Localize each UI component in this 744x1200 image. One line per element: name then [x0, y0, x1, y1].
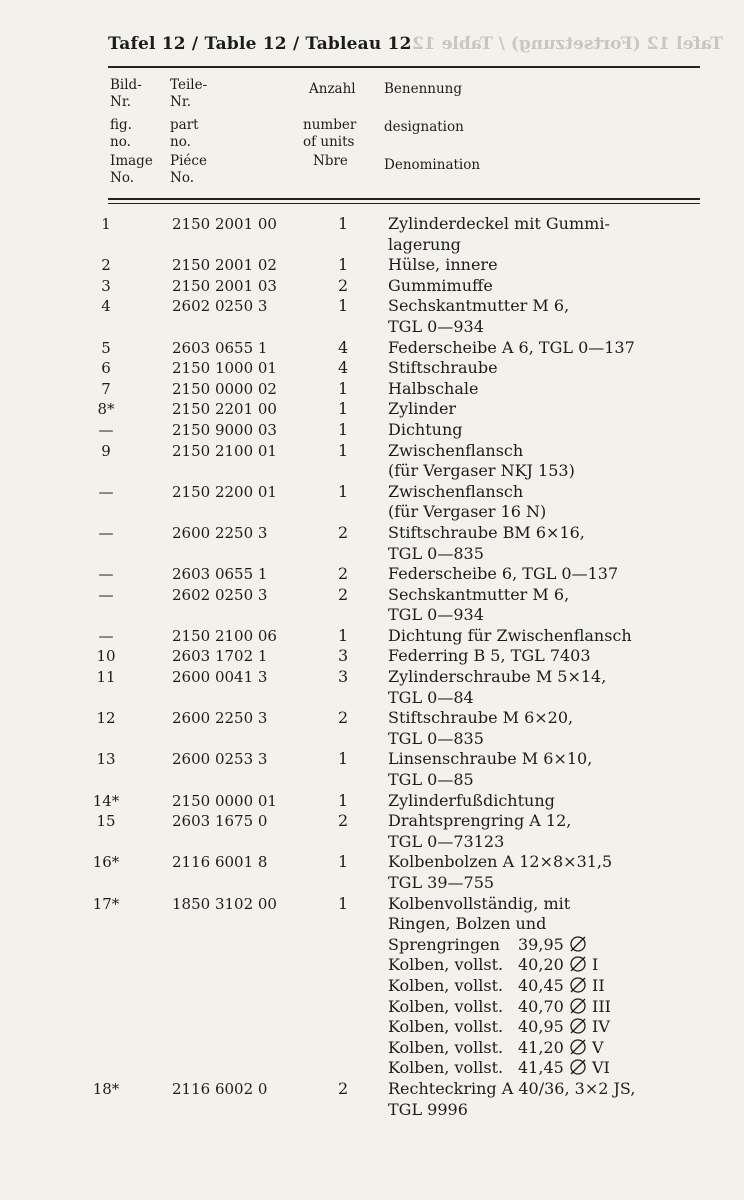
- designation: [388, 791, 744, 812]
- quantity: 1: [338, 852, 349, 872]
- designation: [388, 482, 744, 523]
- piston-size-name: Kolben, vollst.: [388, 975, 504, 995]
- table-row: [0, 379, 744, 400]
- table-row: [0, 255, 744, 276]
- table-row: [0, 523, 744, 564]
- part-number: 2116 6001 8: [172, 853, 268, 872]
- designation-line: Zwischenflansch: [388, 440, 524, 460]
- image-number: 9: [101, 441, 111, 460]
- part-number: 2602 0250 3: [172, 585, 268, 604]
- part-number: 2150 0000 02: [172, 379, 277, 398]
- image-number: 17*: [92, 894, 120, 913]
- designation-line: TGL 0—85: [388, 770, 474, 790]
- image-number: 8*: [97, 400, 115, 419]
- top-rule: [108, 66, 700, 68]
- piston-size-item: [388, 935, 744, 956]
- part-number: 2150 2100 06: [172, 626, 277, 645]
- table-row: [0, 420, 744, 441]
- quantity: 1: [338, 893, 349, 913]
- piston-diameter: 41,45 VI: [518, 1058, 610, 1078]
- designation-line: TGL 0—835: [388, 728, 484, 748]
- designation: [388, 214, 744, 255]
- designation: [388, 852, 744, 893]
- designation-line: TGL 0—73123: [388, 831, 505, 851]
- quantity: 1: [338, 481, 349, 501]
- part-number: 2150 2100 01: [172, 441, 277, 460]
- diameter-icon: [569, 997, 587, 1015]
- quantity: 2: [338, 522, 349, 542]
- designation: [388, 358, 744, 379]
- piston-size-item: [388, 1058, 744, 1079]
- table-row: [0, 296, 744, 337]
- image-number: 11: [96, 668, 116, 687]
- designation: [388, 441, 744, 482]
- piston-size-item: [388, 976, 744, 997]
- piston-size-name: Sprengringen: [388, 934, 500, 954]
- designation-line: Rechteckring A 40/36, 3×2 JS,: [388, 1078, 636, 1098]
- table-row: [0, 338, 744, 359]
- designation: [388, 708, 744, 749]
- diameter-icon: [569, 955, 587, 973]
- piston-size-name: Kolben, vollst.: [388, 1037, 504, 1057]
- designation-line: Federring B 5, TGL 7403: [388, 646, 591, 666]
- designation-line: Kolbenbolzen A 12×8×31,5: [388, 852, 613, 872]
- part-number: 2150 0000 01: [172, 791, 277, 810]
- diameter-icon: [569, 976, 587, 994]
- designation-line: (für Vergaser 16 N): [388, 502, 547, 522]
- designation: [388, 1079, 744, 1120]
- designation: [388, 585, 744, 626]
- col-desc-fr: Denomination: [384, 157, 481, 173]
- designation-line: Zwischenflansch: [388, 481, 524, 501]
- image-number: 14*: [92, 791, 120, 810]
- part-number: 2150 2001 00: [172, 215, 277, 233]
- designation-line: Dichtung für Zwischenflansch: [388, 625, 632, 645]
- diameter-icon: [569, 1017, 587, 1035]
- designation-line: Stiftschraube BM 6×16,: [388, 522, 585, 542]
- table-row: [0, 441, 744, 482]
- part-number: 2150 9000 03: [172, 420, 277, 439]
- image-number: 15: [96, 812, 116, 831]
- quantity: 1: [338, 378, 349, 398]
- quantity: 2: [338, 1078, 349, 1098]
- piston-size-name: Kolben, vollst.: [388, 955, 504, 975]
- quantity: 1: [338, 790, 349, 810]
- col-desc-de: Benennung: [384, 81, 463, 97]
- col-qty-fr: Nbre: [313, 153, 348, 169]
- image-number: —: [98, 482, 114, 501]
- designation-line: Gummimuffe: [388, 275, 493, 295]
- part-number: 2150 2001 02: [172, 256, 277, 275]
- col-part-en: part no.: [170, 117, 199, 150]
- parts-list: [0, 214, 744, 1120]
- quantity: 4: [338, 358, 349, 378]
- designation-line: Hülse, innere: [388, 255, 498, 275]
- quantity: 1: [338, 440, 349, 460]
- quantity: 2: [338, 275, 349, 295]
- piston-diameter: 40,95 IV: [518, 1017, 610, 1037]
- part-number: 2150 2201 00: [172, 400, 277, 419]
- designation-line: Stiftschraube: [388, 358, 498, 378]
- oversize-grade: IV: [592, 1017, 610, 1037]
- part-number: 2150 1000 01: [172, 359, 277, 378]
- designation-line: (für Vergaser NKJ 153): [388, 461, 575, 481]
- table-row: [0, 852, 744, 893]
- part-number: 2600 0041 3: [172, 668, 268, 687]
- image-number: —: [98, 565, 114, 584]
- quantity: 3: [338, 667, 349, 687]
- image-number: —: [98, 626, 114, 645]
- quantity: 2: [338, 811, 349, 831]
- designation-line: Stiftschraube M 6×20,: [388, 708, 574, 728]
- table-row: [0, 749, 744, 790]
- designation: [388, 626, 744, 647]
- table-row: [0, 482, 744, 523]
- quantity: 1: [338, 399, 349, 419]
- table-row: [0, 708, 744, 749]
- image-number: 7: [101, 379, 111, 398]
- designation: [388, 296, 744, 337]
- designation: [388, 338, 744, 359]
- designation-line: Zylinderdeckel mit Gummi-: [388, 214, 610, 233]
- designation: [388, 399, 744, 420]
- table-row: [0, 894, 744, 1079]
- designation-line: lagerung: [388, 234, 461, 254]
- piston-size-item: [388, 955, 744, 976]
- part-number: 2602 0250 3: [172, 297, 268, 316]
- designation-line: TGL 0—84: [388, 687, 474, 707]
- table-row: [0, 646, 744, 667]
- designation: [388, 811, 744, 852]
- quantity: 3: [338, 646, 349, 666]
- image-number: 6: [101, 359, 111, 378]
- image-number: —: [98, 523, 114, 542]
- part-number: 2116 6002 0: [172, 1079, 268, 1098]
- piston-size-item: [388, 1038, 744, 1059]
- designation: [388, 420, 744, 441]
- designation-line: Federscheibe 6, TGL 0—137: [388, 564, 619, 584]
- table-row: [0, 626, 744, 647]
- quantity: 1: [338, 255, 349, 275]
- image-number: 16*: [92, 853, 120, 872]
- designation-line: Drahtsprengring A 12,: [388, 811, 572, 831]
- col-qty-de: Anzahl: [309, 81, 356, 97]
- image-number: 18*: [92, 1079, 120, 1098]
- diameter-icon: [569, 935, 587, 953]
- oversize-grade: VI: [592, 1058, 610, 1078]
- bleed-through-title: Tafel 12 (Fortsetzung) / Table 12: [412, 34, 723, 54]
- designation-line: TGL 0—835: [388, 543, 484, 563]
- quantity: 1: [338, 419, 349, 439]
- oversize-grade: II: [592, 975, 605, 995]
- designation: [388, 667, 744, 708]
- part-number: 2603 0655 1: [172, 565, 268, 584]
- piston-diameter: 39,95: [518, 935, 592, 956]
- designation: [388, 523, 744, 564]
- piston-size-item: [388, 1017, 744, 1038]
- part-number: 2603 1675 0: [172, 812, 268, 831]
- part-number: 2600 0253 3: [172, 750, 268, 769]
- table-row: [0, 811, 744, 852]
- header-bottom-rule: [108, 198, 700, 200]
- diameter-icon: [569, 1038, 587, 1056]
- piston-diameter: 40,70 III: [518, 996, 611, 1016]
- designation-line: TGL 0—934: [388, 316, 484, 336]
- table-row: [0, 214, 744, 255]
- table-row: [0, 791, 744, 812]
- designation-line: TGL 0—934: [388, 605, 484, 625]
- piston-size-name: Kolben, vollst.: [388, 1058, 504, 1078]
- table-row: [0, 358, 744, 379]
- col-image-en: fig. no.: [110, 117, 132, 150]
- image-number: 1: [101, 215, 111, 233]
- table-row: [0, 667, 744, 708]
- piston-size-name: Kolben, vollst.: [388, 996, 504, 1016]
- designation-line: Zylinderfußdichtung: [388, 790, 555, 810]
- piston-diameter: 41,20 V: [518, 1037, 604, 1057]
- table-row: [0, 585, 744, 626]
- col-image-fr: Image No.: [110, 153, 153, 186]
- col-image-de: Bild- Nr.: [110, 77, 142, 110]
- designation-line: Dichtung: [388, 419, 463, 439]
- quantity: 2: [338, 584, 349, 604]
- quantity: 4: [338, 337, 349, 357]
- image-number: 10: [96, 647, 116, 666]
- quantity: 1: [338, 296, 349, 316]
- part-number: 2150 2001 03: [172, 276, 277, 295]
- designation-line: Halbschale: [388, 378, 479, 398]
- oversize-grade: III: [592, 996, 611, 1016]
- quantity: 1: [338, 625, 349, 645]
- quantity: 2: [338, 708, 349, 728]
- designation-line: TGL 39—755: [388, 873, 495, 892]
- designation-line: Linsenschraube M 6×10,: [388, 749, 593, 769]
- part-number: 2603 1702 1: [172, 647, 268, 666]
- part-number: 2603 0655 1: [172, 338, 268, 357]
- table-row: [0, 1079, 744, 1120]
- piston-size-item: [388, 997, 744, 1018]
- designation: [388, 276, 744, 297]
- table-row: [0, 564, 744, 585]
- piston-size-name: Kolben, vollst.: [388, 1017, 504, 1037]
- designation: [388, 749, 744, 790]
- table-row: [0, 276, 744, 297]
- part-number: 2600 2250 3: [172, 523, 268, 542]
- header-bottom-rule-2: [108, 203, 700, 204]
- image-number: 12: [96, 709, 116, 728]
- designation-line: TGL 9996: [388, 1099, 468, 1119]
- image-number: —: [98, 585, 114, 604]
- designation-line: Zylinderschraube M 5×14,: [388, 667, 607, 687]
- designation-line: Sechskantmutter M 6,: [388, 584, 570, 604]
- image-number: 2: [101, 256, 111, 275]
- designation-line: Federscheibe A 6, TGL 0—137: [388, 337, 635, 357]
- table-row: [0, 399, 744, 420]
- part-number: 1850 3102 00: [172, 894, 277, 913]
- designation: [388, 379, 744, 400]
- designation: [388, 894, 744, 1079]
- image-number: 13: [96, 750, 116, 769]
- diameter-icon: [569, 1058, 587, 1076]
- quantity: 1: [338, 749, 349, 769]
- part-number: 2600 2250 3: [172, 709, 268, 728]
- designation-line: Ringen, Bolzen und: [388, 914, 547, 934]
- designation: [388, 646, 744, 667]
- designation-line: Zylinder: [388, 399, 457, 419]
- piston-diameter: 40,20 I: [518, 955, 599, 975]
- quantity: 2: [338, 564, 349, 584]
- designation-line: Sechskantmutter M 6,: [388, 296, 570, 316]
- quantity: 1: [338, 214, 349, 233]
- image-number: —: [98, 420, 114, 439]
- col-qty-en: number of units: [303, 117, 357, 150]
- designation-line: Kolbenvollständig, mit: [388, 893, 571, 913]
- page-title: Tafel 12 / Table 12 / Tableau 12: [108, 34, 412, 54]
- designation: [388, 255, 744, 276]
- image-number: 5: [101, 338, 111, 357]
- part-number: 2150 2200 01: [172, 482, 277, 501]
- col-part-fr: Piéce No.: [170, 153, 207, 186]
- image-number: 3: [101, 276, 111, 295]
- oversize-grade: V: [592, 1037, 604, 1057]
- col-part-de: Teile- Nr.: [170, 77, 208, 110]
- piston-diameter: 40,45 II: [518, 975, 605, 995]
- designation: [388, 564, 744, 585]
- oversize-grade: I: [592, 955, 599, 975]
- image-number: 4: [101, 297, 111, 316]
- col-desc-en: designation: [384, 119, 464, 135]
